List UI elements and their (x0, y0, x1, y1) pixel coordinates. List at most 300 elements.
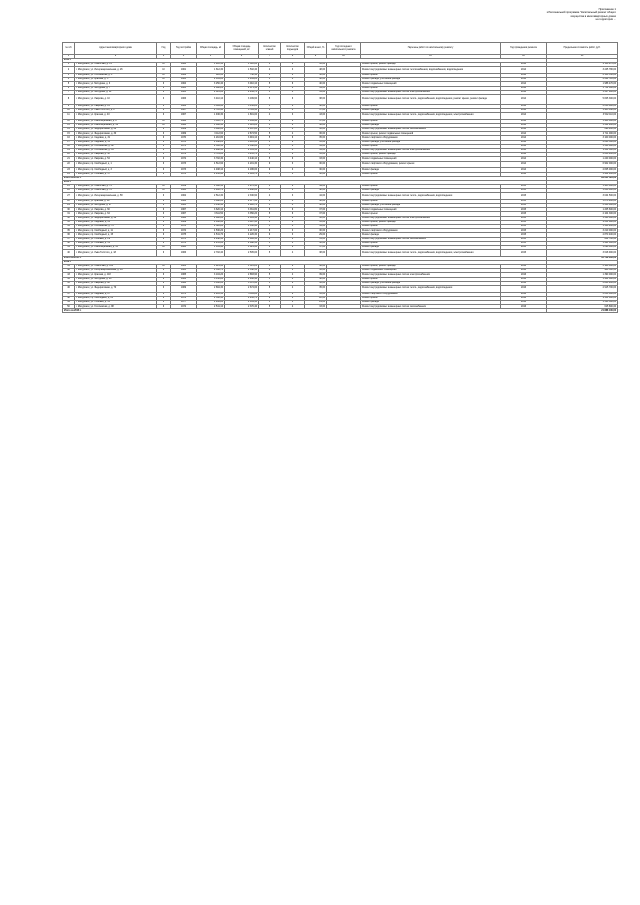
works-cell: Ремонт фасада (361, 301, 501, 305)
floors-cell: 5 (259, 199, 281, 203)
repair-year-cell: 2014 (501, 153, 547, 157)
entrances-cell: 6 (281, 136, 305, 140)
row-number: 4 (63, 78, 75, 82)
category-cell: II (157, 161, 171, 168)
repair-year-cell: 2015 (501, 188, 547, 192)
works-cell: Ремонт фасада (361, 245, 501, 249)
wear-cell: 35,00 (305, 140, 327, 144)
entrances-cell: 3 (281, 67, 305, 74)
category-cell: II (157, 128, 171, 132)
works-cell: Ремонт фасада (361, 123, 501, 127)
category-cell: II (157, 193, 171, 200)
works-cell: Ремонт крыши, ремонт фасада (361, 220, 501, 224)
premises-area-cell: 4 186,00 (225, 168, 259, 172)
entrances-cell: 3 (281, 296, 305, 300)
built-year-cell: 1967 (171, 108, 197, 112)
repair-year-cell: 2015 (501, 199, 547, 203)
premises-area-cell: 1 801,00 (225, 112, 259, 119)
table-row (63, 67, 618, 74)
premises-area-cell: 2 081,70 (225, 172, 259, 176)
entrances-cell: 3 (281, 112, 305, 119)
works-cell: Ремонт внутридомовых инженерных систем электроснабжения (361, 149, 501, 153)
wear-cell: 38,00 (305, 250, 327, 257)
works-cell: Ремонт крыши (361, 296, 501, 300)
table-row (63, 193, 618, 200)
total-area-cell: 1 421,60 (197, 264, 225, 268)
wear-cell: 30,00 (305, 161, 327, 168)
wear-cell: 33,00 (305, 153, 327, 157)
row-number: 39 (63, 245, 75, 249)
built-year-cell: 1965 (171, 90, 197, 94)
built-year-cell: 1962 (171, 73, 197, 77)
address-cell: г. Мичуринск, ул. Мичурина, д. 12 (75, 90, 157, 94)
address-cell: г. Мичуринск, ул. Мичурина, д. 44 (75, 277, 157, 281)
row-number: 22 (63, 161, 75, 168)
works-cell: Ремонт лифтового оборудования (361, 292, 501, 296)
repair-year-cell: 2014 (501, 144, 547, 148)
category-cell: II (157, 104, 171, 108)
wear-cell: 36,00 (305, 132, 327, 136)
built-year-cell: 1972 (171, 305, 197, 309)
built-year-cell: 1961 (171, 67, 197, 74)
row-number: 49 (63, 301, 75, 305)
category-cell: II (157, 153, 171, 157)
cost-cell: 3 050 000,00 (547, 292, 618, 296)
row-number: 24 (63, 172, 75, 176)
entrances-cell: 4 (281, 199, 305, 203)
repair-register-table (62, 42, 618, 313)
premises-area-cell: 1 013,20 (225, 123, 259, 127)
repair-year-cell: 2015 (501, 237, 547, 241)
entrances-cell: 4 (281, 285, 305, 292)
premises-area-cell: 2 877,30 (225, 199, 259, 203)
column-header: Год проведения ремонта (501, 43, 547, 55)
column-header: Общий износ, % (305, 43, 327, 55)
floors-cell: 5 (259, 149, 281, 153)
cost-cell: 3 880 200,00 (547, 281, 618, 285)
floors-cell: 3 (259, 63, 281, 67)
premises-area-cell: 3 370,60 (225, 281, 259, 285)
works-cell: Ремонт фасада (361, 168, 501, 172)
section-total: 94 221 520,00 (547, 176, 618, 180)
built-year-cell: 1971 (171, 144, 197, 148)
works-cell: Ремонт фасада, утепление фасада (361, 140, 501, 144)
premises-area-cell: 3 199,60 (225, 94, 259, 104)
floors-cell: 3 (259, 184, 281, 188)
address-cell: г. Мичуринск, ул. Мичурина, д. 7 (75, 86, 157, 90)
repair-year-cell: 2016 (501, 301, 547, 305)
works-cell: Ремонт крыши, ремонт фасада (361, 63, 501, 67)
built-year-cell: 1969 (171, 285, 197, 292)
total-area-cell: 1 946,30 (197, 112, 225, 119)
total-area-cell: 3 098,00 (197, 199, 225, 203)
built-year-cell: 1959 (171, 184, 197, 188)
address-cell: г. Мичуринск, ул. Федеративная, д. 30 (75, 132, 157, 136)
floors-cell: 3 (259, 188, 281, 192)
column-header: Перечень работ по капитальному ремонту (361, 43, 501, 55)
appendix-header-line: на территории ... (595, 17, 616, 21)
floors-cell: 5 (259, 108, 281, 112)
entrances-cell: 6 (281, 281, 305, 285)
category-cell: I-II (157, 73, 171, 77)
cost-cell: 3 618 900,00 (547, 250, 618, 257)
row-number: 7 (63, 90, 75, 94)
section-label: 2014 г. (63, 59, 547, 63)
floors-cell: 9 (259, 168, 281, 172)
works-cell: Ремонт внутридомовых инженерных систем тепло-, водоснабжения, водоотведения (361, 193, 501, 200)
appendix-header (466, 8, 616, 21)
address-cell: г. Мичуринск, ул. Интернациональная, д. 58 (75, 193, 157, 200)
entrances-cell: 3 (281, 241, 305, 245)
total-area-cell: 3 620,10 (197, 208, 225, 212)
built-year-cell: 1967 (171, 208, 197, 212)
works-cell: Ремонт внутридомовых инженерных систем теплоснабжения, водоснабжения, водоотведения (361, 67, 501, 74)
row-number: 20 (63, 153, 75, 157)
works-cell: Ремонт крыши, ремонт фасада (361, 153, 501, 157)
address-cell: г. Мичуринск, пр. Свободный, д. 15 (75, 233, 157, 237)
entrances-cell: 2 (281, 73, 305, 77)
address-cell: г. Мичуринск, ул. Красная, д. 118 (75, 273, 157, 277)
address-cell: г. Мичуринск, ул. Мичурина, д. 3 (75, 82, 157, 86)
cost-cell: 1 421 000,00 (547, 241, 618, 245)
works-cell: Ремонт крыши (361, 104, 501, 108)
total-area-cell: 2 890,20 (197, 86, 225, 90)
entrances-cell: 4 (281, 90, 305, 94)
total-area-cell: 3 630,00 (197, 281, 225, 285)
entrances-cell: 4 (281, 305, 305, 309)
works-cell: Ремонт внутридомовых инженерных систем тепло-, водоснабжения, водоотведения, ремонт крыши, ремонт фасада (361, 94, 501, 104)
cost-cell: 1 211 300,00 (547, 149, 618, 153)
floors-cell: 5 (259, 277, 281, 281)
premises-area-cell: 2 444,70 (225, 90, 259, 94)
repair-year-cell: 2015 (501, 204, 547, 208)
total-area-cell: 4 498,10 (197, 168, 225, 172)
repair-year-cell: 2014 (501, 140, 547, 144)
category-cell: II (157, 112, 171, 119)
built-year-cell: 1966 (171, 250, 197, 257)
cost-cell: 1 298 000,00 (547, 245, 618, 249)
last-repair-cell (327, 112, 361, 119)
column-number: 3 (157, 55, 171, 59)
built-year-cell: 1964 (171, 82, 197, 86)
cost-cell: 980 500,00 (547, 269, 618, 273)
wear-cell: 39,00 (305, 86, 327, 90)
floors-cell: 5 (259, 78, 281, 82)
built-year-cell: 1971 (171, 292, 197, 296)
last-repair-cell (327, 250, 361, 257)
floors-cell: 4 (259, 67, 281, 74)
column-number: 7 (259, 55, 281, 59)
row-number: 10 (63, 108, 75, 112)
total-area-cell: 3 714,00 (197, 153, 225, 157)
works-cell: Ремонт лифтового оборудования (361, 229, 501, 233)
column-number: 6 (225, 55, 259, 59)
wear-cell: 37,00 (305, 208, 327, 212)
cost-cell: 5 845 300,00 (547, 94, 618, 104)
row-number: 8 (63, 94, 75, 104)
wear-cell: 29,00 (305, 233, 327, 237)
last-repair-cell (327, 285, 361, 292)
address-cell: г. Мичуринск, ул. Революционная, д. 8 (75, 119, 157, 123)
column-header: № п/п (63, 43, 75, 55)
table-row (63, 250, 618, 257)
wear-cell: 47,00 (305, 119, 327, 123)
entrances-cell: 6 (281, 104, 305, 108)
category-cell: II (157, 94, 171, 104)
floors-cell: 5 (259, 241, 281, 245)
last-repair-cell (327, 161, 361, 168)
repair-year-cell: 2015 (501, 193, 547, 200)
entrances-cell: 3 (281, 161, 305, 168)
row-number: 27 (63, 193, 75, 200)
entrances-cell: 4 (281, 250, 305, 257)
address-cell: г. Мичуринск, ул. Лаврова, д. 80 (75, 281, 157, 285)
total-area-cell: 2 498,40 (197, 149, 225, 153)
repair-year-cell: 2016 (501, 305, 547, 309)
wear-cell: 34,00 (305, 144, 327, 148)
cost-cell: 3 410 000,00 (547, 204, 618, 208)
repair-year-cell: 2016 (501, 273, 547, 277)
entrances-cell: 6 (281, 212, 305, 216)
wear-cell: 30,00 (305, 168, 327, 172)
premises-area-cell: 2 330,60 (225, 193, 259, 200)
built-year-cell: 1968 (171, 123, 197, 127)
total-area-cell: 2 894,30 (197, 285, 225, 292)
address-cell: г. Мичуринск, ул. Федеративная, д. 22 (75, 128, 157, 132)
premises-area-cell: 2 352,90 (225, 225, 259, 229)
row-number: 15 (63, 132, 75, 136)
entrances-cell: 4 (281, 225, 305, 229)
total-area-cell: 1 104,90 (197, 245, 225, 249)
premises-area-cell: 1 298,00 (225, 188, 259, 192)
built-year-cell: 1970 (171, 140, 197, 144)
section-total: 21 888 100,00 (547, 309, 618, 313)
total-area-cell: 4 210,80 (197, 136, 225, 140)
row-number: 32 (63, 216, 75, 220)
built-year-cell: 1975 (171, 237, 197, 241)
category-cell: I-II (157, 188, 171, 192)
premises-area-cell: 1 034,90 (225, 119, 259, 123)
repair-year-cell: 2014 (501, 123, 547, 127)
wear-cell: 35,00 (305, 136, 327, 140)
category-cell: I-II (157, 119, 171, 123)
repair-year-cell: 2015 (501, 208, 547, 212)
built-year-cell: 1974 (171, 172, 197, 176)
entrances-cell: 4 (281, 144, 305, 148)
cost-cell: 2 711 000,00 (547, 132, 618, 136)
built-year-cell: 1975 (171, 233, 197, 237)
wear-cell: 36,00 (305, 216, 327, 220)
cost-cell: 615 800,00 (547, 305, 618, 309)
address-cell: г. Мичуринск, пр. Свободный, д. 1 (75, 161, 157, 168)
row-number: 25 (63, 184, 75, 188)
cost-cell: 2 624 720,00 (547, 78, 618, 82)
built-year-cell: 1977 (171, 301, 197, 305)
wear-cell: 33,00 (305, 292, 327, 296)
category-cell: II (157, 199, 171, 203)
floors-cell: 3 (259, 119, 281, 123)
column-header: Адрес многоквартирного дома (75, 43, 157, 55)
works-cell: Ремонт крыши (361, 277, 501, 281)
built-year-cell: 1960 (171, 63, 197, 67)
row-number: 33 (63, 220, 75, 224)
works-cell: Ремонт внутридомовых инженерных систем тепло-, водоснабжения, водоотведения, электроснабжения (361, 112, 501, 119)
works-cell: Ремонт подвальных помещений (361, 208, 501, 212)
cost-cell: 1 752 000,00 (547, 86, 618, 90)
entrances-cell: 4 (281, 216, 305, 220)
total-area-cell: 2 506,50 (197, 144, 225, 148)
row-number: 9 (63, 104, 75, 108)
works-cell: Ремонт лифтового оборудования, ремонт крыши (361, 161, 501, 168)
category-cell: I-II (157, 264, 171, 268)
total-area-cell: 3 140,40 (197, 204, 225, 208)
built-year-cell: 1970 (171, 136, 197, 140)
works-cell: Ремонт лифтового оборудования (361, 136, 501, 140)
row-number: 11 (63, 112, 75, 119)
floors-cell: 4 (259, 193, 281, 200)
works-cell: Ремонт внутридомовых инженерных систем электроснабжения (361, 216, 501, 220)
address-cell: г. Мичуринск, ул. Красная, д. 40 (75, 112, 157, 119)
works-cell: Ремонт фасада (361, 233, 501, 237)
built-year-cell: 1964 (171, 199, 197, 203)
wear-cell: 47,00 (305, 245, 327, 249)
address-cell: г. Мичуринск, ул. Федеративная, д. 48 (75, 216, 157, 220)
repair-year-cell: 2014 (501, 94, 547, 104)
cost-cell: 4 220 500,00 (547, 140, 618, 144)
repair-year-cell: 2014 (501, 119, 547, 123)
premises-area-cell: 3 156,20 (225, 104, 259, 108)
repair-year-cell: 2014 (501, 157, 547, 161)
works-cell: Ремонт внутридомовых инженерных систем газоснабжения (361, 128, 501, 132)
column-header: Общая площадь помещений, м² (225, 43, 259, 55)
premises-area-cell: 3 911,80 (225, 292, 259, 296)
column-header: Год последнего капитального ремонта (327, 43, 361, 55)
address-cell: г. Мичуринск, пр. Свободный, д. 3 (75, 168, 157, 172)
wear-cell: 38,00 (305, 277, 327, 281)
entrances-cell: 3 (281, 237, 305, 241)
last-repair-cell (327, 193, 361, 200)
category-cell: II (157, 305, 171, 309)
address-cell: г. Мичуринск, ул. Льва Толстого, д. 18 (75, 250, 157, 257)
works-cell: Ремонт крыши (361, 86, 501, 90)
cost-cell: 602 700,00 (547, 237, 618, 241)
category-cell: I-II (157, 63, 171, 67)
row-number: 18 (63, 144, 75, 148)
wear-cell: 29,00 (305, 301, 327, 305)
built-year-cell: 1965 (171, 273, 197, 277)
address-cell: г. Мичуринск, ул. Красная, д. 92 (75, 199, 157, 203)
repair-year-cell: 2014 (501, 132, 547, 136)
wear-cell: 42,00 (305, 78, 327, 82)
floors-cell: 5 (259, 305, 281, 309)
cost-cell: 1 364 200,00 (547, 123, 618, 127)
category-cell: II (157, 82, 171, 86)
section-row (63, 309, 618, 313)
total-area-cell: 4 541,70 (197, 233, 225, 237)
entrances-cell: 4 (281, 78, 305, 82)
premises-area-cell: 3 919,10 (225, 136, 259, 140)
row-number: 44 (63, 277, 75, 281)
total-area-cell: 3 384,60 (197, 104, 225, 108)
section-label: Итого за 2015 г. (63, 256, 547, 260)
wear-cell: 33,00 (305, 157, 327, 161)
row-number: 37 (63, 237, 75, 241)
repair-year-cell: 2015 (501, 225, 547, 229)
row-number: 36 (63, 233, 75, 237)
row-number: 35 (63, 229, 75, 233)
address-cell: г. Мичуринск, ул. Гоголевская, д. 44 (75, 149, 157, 153)
entrances-cell: 6 (281, 153, 305, 157)
address-cell: г. Мичуринск, ул. Красная, д. 5 (75, 78, 157, 82)
entrances-cell: 3 (281, 233, 305, 237)
works-cell: Ремонт крыши (361, 212, 501, 216)
works-cell: Ремонт крыши (361, 119, 501, 123)
row-number: 23 (63, 168, 75, 172)
category-cell: II (157, 269, 171, 273)
premises-area-cell: 3 440,10 (225, 157, 259, 161)
entrances-cell: 6 (281, 208, 305, 212)
wear-cell: 35,00 (305, 285, 327, 292)
premises-area-cell: 2 331,10 (225, 149, 259, 153)
address-cell: г. Мичуринск, ул. Гоголевская, д. 42 (75, 144, 157, 148)
built-year-cell: 1973 (171, 161, 197, 168)
wear-cell: 31,00 (305, 237, 327, 241)
wear-cell: 50,00 (305, 73, 327, 77)
floors-cell: 5 (259, 140, 281, 144)
repair-year-cell: 2015 (501, 220, 547, 224)
total-area-cell: 4 190,60 (197, 220, 225, 224)
floors-cell: 5 (259, 157, 281, 161)
repair-year-cell: 2016 (501, 277, 547, 281)
works-cell: Ремонт подвальных помещений (361, 82, 501, 86)
repair-year-cell: 2014 (501, 128, 547, 132)
floors-cell: 5 (259, 94, 281, 104)
column-number: 2 (75, 55, 157, 59)
floors-cell: 5 (259, 225, 281, 229)
address-cell: г. Мичуринск, ул. Полевая, д. 29 (75, 237, 157, 241)
row-number: 31 (63, 212, 75, 216)
premises-area-cell: 2 930,40 (225, 277, 259, 281)
cost-cell: 1 988 470,00 (547, 82, 618, 86)
premises-area-cell: 2 661,40 (225, 216, 259, 220)
total-area-cell: 2 248,30 (197, 237, 225, 241)
premises-area-cell: 2 505,00 (225, 250, 259, 257)
built-year-cell: 1967 (171, 212, 197, 216)
address-cell: г. Мичуринск, ул. Полевая, д. 31 (75, 241, 157, 245)
repair-year-cell: 2014 (501, 82, 547, 86)
cost-cell: 1 320 000,00 (547, 216, 618, 220)
premises-area-cell: 4 226,30 (225, 233, 259, 237)
section-label: Итого за 2014 г. (63, 176, 547, 180)
repair-year-cell: 2015 (501, 245, 547, 249)
address-cell: г. Мичуринск, ул. Советская, д. 15 (75, 63, 157, 67)
total-area-cell: 2 615,00 (197, 90, 225, 94)
category-cell: II (157, 204, 171, 208)
total-area-cell: 2 702,40 (197, 250, 225, 257)
row-number: 48 (63, 296, 75, 300)
premises-area-cell: 4 201,30 (225, 161, 259, 168)
repair-year-cell: 2015 (501, 229, 547, 233)
entrances-cell: 2 (281, 245, 305, 249)
row-number: 5 (63, 82, 75, 86)
category-cell: I-II (157, 78, 171, 82)
built-year-cell: 1963 (171, 269, 197, 273)
total-area-cell: 3 104,20 (197, 273, 225, 277)
floors-cell: 9 (259, 161, 281, 168)
floors-cell: 5 (259, 273, 281, 277)
address-cell: г. Мичуринск, пр. Свободный, д. 11 (75, 229, 157, 233)
works-cell: Ремонт крыши, ремонт фасада (361, 264, 501, 268)
